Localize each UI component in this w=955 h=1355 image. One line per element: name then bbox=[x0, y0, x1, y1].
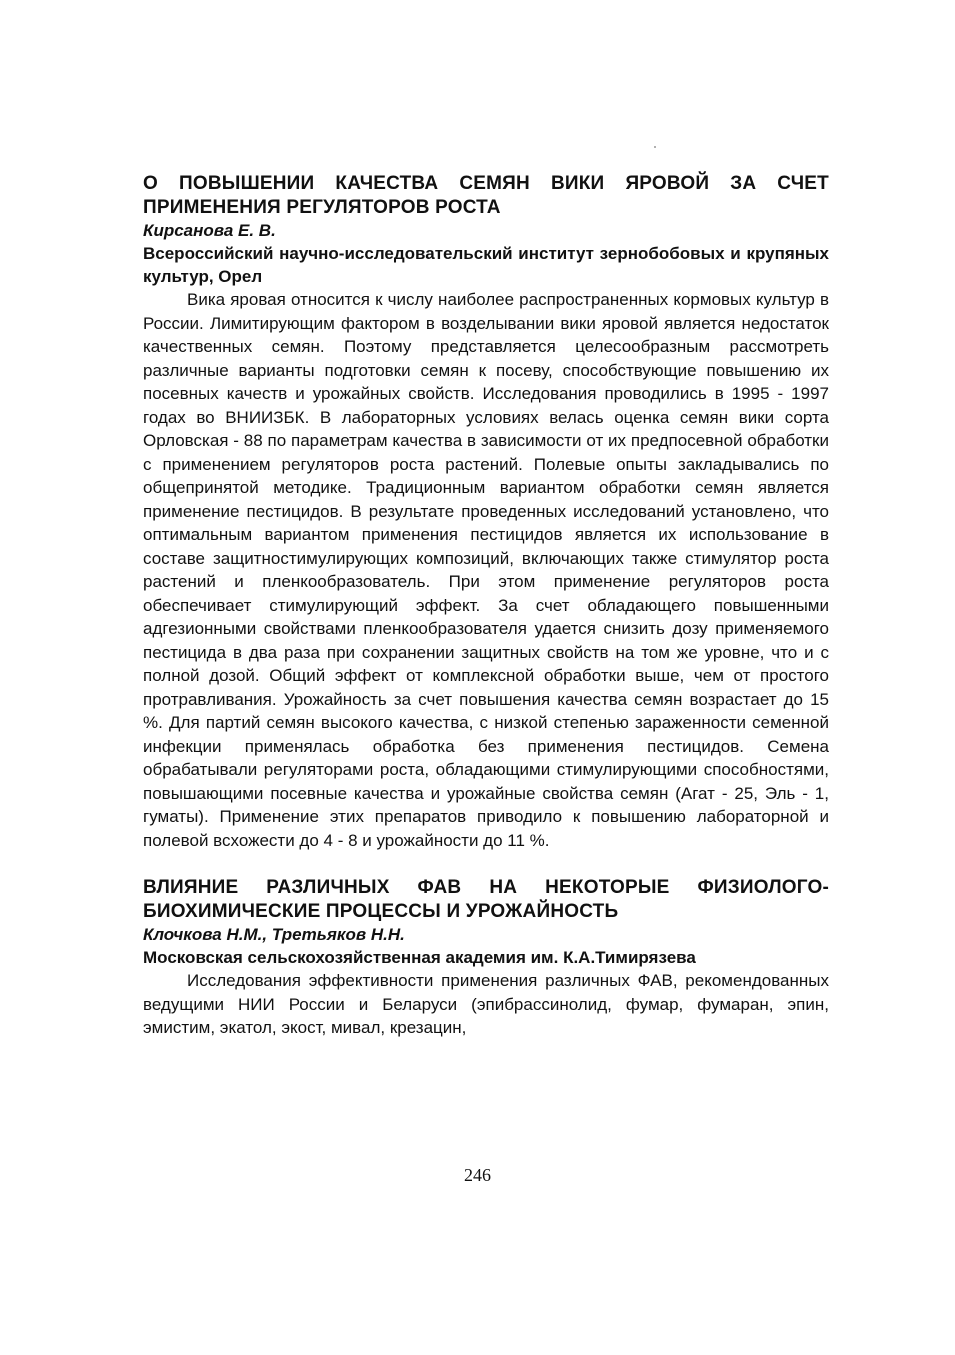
page-content bbox=[143, 172, 829, 1040]
page-number: 246 bbox=[464, 1165, 491, 1185]
section-gap bbox=[143, 852, 829, 876]
article-2 bbox=[143, 876, 829, 1040]
article-1-authors: Кирсанова Е. В. bbox=[143, 221, 276, 240]
article-2-authors: Клочкова Н.М., Третьяков Н.Н. bbox=[143, 925, 405, 944]
article-1-body: Вика яровая относится к числу наиболее распространенных кормовых культур в России. Лимитирующим фактором в возделывании вики яровой является недостаток качественных семян. Поэтому представляется целесообразным рассмотреть различные варианты подготовки семян к посеву, способствующие повышению их посевных качеств и урожайных свойств. Исследования проводились в 1995 - 1997 годах во ВНИИЗБК. В лабораторных условиях велась оценка семян вики сорта Орловская - 88 по параметрам качества в зависимости от их предпосевной обработки с применением регуляторов роста растений. Полевые опыты закладывались по общепринятой методике. Традиционным вариантом обработки семян является применение пестицидов. В результате проведенных исследований установлено, что оптимальным вариантом применения пестицидов является их использование в составе защитностимулирующих композиций, включающих также стимулятор роста растений и пленкообразователь. При этом применение регуляторов роста обеспечивает стимулирующий эффект. За счет обладающего повышенными адгезионными свойствами пленкообразователя удается снизить дозу применяемого пестицида в два раза при сохранении защитных свойств на том же уровне, что и с полной дозой. Общий эффект от комплексной обработки выше, чем от простого протравливания. Урожайность за счет повышения качества семян возрастает до 15 %. Для партий семян высокого качества, с низкой степенью зараженности семенной инфекции применялась обработка без применения пестицидов. Семена обрабатывали регуляторами роста, обладающими стимулирующими способностями, повышающими посевные качества и урожайные свойства семян (Агат - 25, Эль - 1, гуматы). Применение этих препаратов приводило к повышению лабораторной и полевой всхожести до 4 - 8 и урожайности до 11 %. bbox=[143, 290, 829, 850]
article-1 bbox=[143, 172, 829, 852]
article-2-title: ВЛИЯНИЕ РАЗЛИЧНЫХ ФАВ НА НЕКОТОРЫЕ ФИЗИОЛОГО-БИОХИМИЧЕСКИЕ ПРОЦЕССЫ И УРОЖАЙНОСТЬ bbox=[143, 877, 829, 922]
scan-speck bbox=[654, 146, 656, 148]
article-2-body: Исследования эффективности применения различных ФАВ, рекомендованных ведущими НИИ России и Беларуси (эпибрассинолид, фумар, фумаран, эпин, эмистим, экатол, экост, мивал, крезацин, bbox=[143, 971, 829, 1037]
article-1-affiliation: Всероссийский научно-исследовательский институт зернобобовых и крупяных культур, Орел bbox=[143, 244, 829, 286]
article-2-affiliation: Московская сельскохозяйственная академия им. К.А.Тимирязева bbox=[143, 948, 696, 967]
article-1-title: О ПОВЫШЕНИИ КАЧЕСТВА СЕМЯН ВИКИ ЯРОВОЙ ЗА СЧЕТ ПРИМЕНЕНИЯ РЕГУЛЯТОРОВ РОСТА bbox=[143, 173, 829, 218]
